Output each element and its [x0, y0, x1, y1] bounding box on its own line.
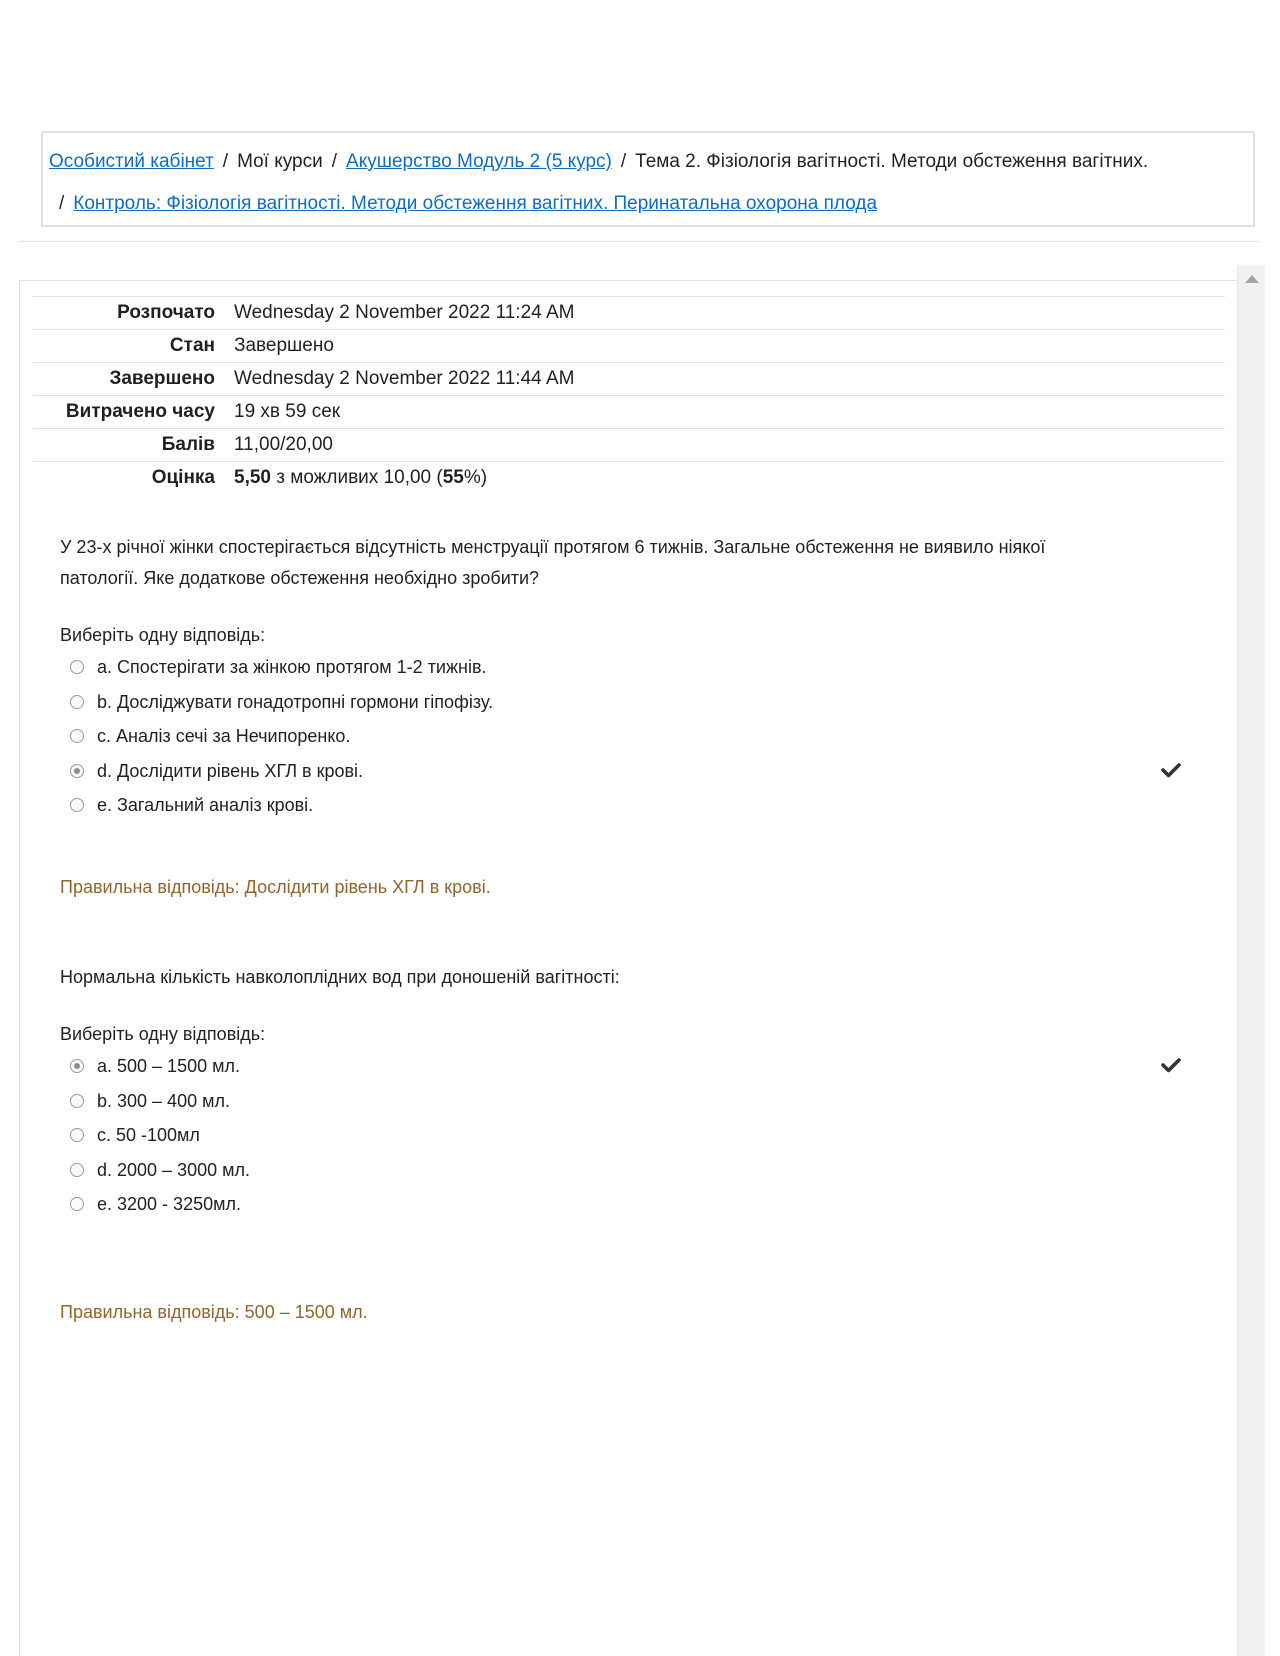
breadcrumb-link-dashboard[interactable]: Особистий кабінет	[49, 151, 214, 172]
answer-list	[60, 1049, 1190, 1222]
question-2	[60, 962, 1190, 1322]
summary-value: 11,00/20,00	[234, 434, 333, 455]
summary-label: Завершено	[109, 368, 215, 389]
breadcrumb-link-course[interactable]: Акушерство Модуль 2 (5 курс)	[346, 151, 612, 172]
answer-label: a. 500 – 1500 мл.	[97, 1056, 240, 1076]
summary-value: Завершено	[234, 335, 334, 356]
answer-option-c[interactable]	[60, 1118, 1190, 1153]
radio-button[interactable]	[70, 1128, 84, 1142]
radio-button[interactable]	[70, 660, 84, 674]
right-answer-feedback: Правильна відповідь: 500 – 1500 мл.	[60, 1302, 368, 1322]
radio-button[interactable]	[70, 1163, 84, 1177]
answer-prompt: Виберіть одну відповідь:	[60, 625, 266, 645]
answer-label: b. Досліджувати гонадотропні гормони гіпофізу.	[97, 691, 494, 712]
breadcrumb	[41, 131, 1255, 227]
radio-button[interactable]	[70, 1197, 84, 1211]
breadcrumb-link-quiz[interactable]: Контроль: Фізіологія вагітності. Методи обстеження вагітних. Перинатальна охорона плода	[73, 193, 878, 214]
answer-label: a. Спостерігати за жінкою протягом 1-2 тижнів.	[97, 657, 487, 677]
answer-label: c. 50 -100мл	[97, 1125, 200, 1145]
vertical-scrollbar[interactable]	[1237, 265, 1265, 1656]
grade-percent: 55	[442, 467, 464, 489]
answer-option-a[interactable]	[60, 650, 1190, 685]
summary-value: Wednesday 2 November 2022 11:44 AM	[234, 368, 575, 389]
question-text	[60, 962, 1190, 993]
answer-label: b. 300 – 400 мл.	[97, 1090, 230, 1111]
breadcrumb-separator: /	[620, 151, 627, 172]
summary-label: Розпочато	[117, 302, 215, 323]
answer-label: c. Аналіз сечі за Нечипоренко.	[97, 726, 351, 746]
answer-option-b[interactable]	[60, 685, 1190, 720]
answer-list	[60, 650, 1190, 823]
radio-button[interactable]	[70, 695, 84, 709]
radio-button-selected[interactable]	[70, 1059, 84, 1073]
grade-value: 5,50	[234, 467, 271, 489]
breadcrumb-topic: Тема 2. Фізіологія вагітності. Методи обстеження вагітних.	[635, 151, 1149, 172]
summary-row-marks	[33, 429, 1225, 462]
summary-row-completed	[33, 363, 1225, 396]
radio-button-selected[interactable]	[70, 764, 84, 778]
grade-middle: з можливих 10,00 (	[270, 467, 443, 489]
question-1	[60, 532, 1190, 897]
divider	[19, 241, 1259, 242]
answer-option-b[interactable]	[60, 1084, 1190, 1119]
correct-check-icon	[1160, 754, 1182, 788]
answer-option-c[interactable]	[60, 719, 1190, 754]
radio-button[interactable]	[70, 798, 84, 812]
answer-label: e. 3200 - 3250мл.	[97, 1194, 241, 1214]
answer-label: e. Загальний аналіз крові.	[97, 795, 314, 815]
scroll-up-arrow-icon[interactable]	[1245, 275, 1259, 283]
summary-row-started	[33, 297, 1225, 330]
summary-label: Стан	[169, 335, 215, 356]
summary-value: 19 хв 59 сек	[234, 401, 341, 422]
question-text-line: Нормальна кількість навколоплідних вод при доношеній вагітності:	[60, 967, 620, 987]
question-text-line: У 23-х річної жінки спостерігається відсутність менструації протягом 6 тижнів. Загальне обстеження не виявило ніякої	[60, 537, 1046, 557]
radio-button[interactable]	[70, 1094, 84, 1108]
summary-row-state	[33, 330, 1225, 363]
answer-option-a[interactable]	[60, 1049, 1190, 1084]
answer-option-e[interactable]	[60, 788, 1190, 823]
breadcrumb-separator: /	[222, 151, 229, 172]
grade-end: %)	[463, 467, 488, 489]
summary-value	[224, 462, 1225, 495]
summary-label: Витрачено часу	[65, 401, 215, 422]
radio-button[interactable]	[70, 729, 84, 743]
summary-row-time	[33, 396, 1225, 429]
answer-label: d. 2000 – 3000 мл.	[97, 1159, 250, 1180]
answer-label: d. Дослідити рівень ХГЛ в крові.	[97, 760, 364, 781]
summary-label: Оцінка	[151, 467, 215, 489]
summary-label: Балів	[161, 434, 215, 455]
answer-option-e[interactable]	[60, 1187, 1190, 1222]
question-text	[60, 532, 1190, 594]
right-answer-feedback: Правильна відповідь: Дослідити рівень ХГЛ в крові.	[60, 877, 491, 897]
answer-prompt: Виберіть одну відповідь:	[60, 1024, 266, 1044]
question-text-line: патології. Яке додаткове обстеження необхідно зробити?	[60, 568, 540, 588]
answer-option-d[interactable]	[60, 754, 1190, 789]
correct-check-icon	[1160, 1049, 1182, 1083]
summary-row-grade	[33, 462, 1225, 495]
summary-value: Wednesday 2 November 2022 11:24 AM	[234, 302, 575, 323]
breadcrumb-separator: /	[59, 193, 65, 214]
breadcrumb-separator: /	[331, 151, 338, 172]
attempt-summary-table	[33, 296, 1225, 495]
breadcrumb-my-courses: Мої курси	[237, 151, 323, 172]
answer-option-d[interactable]	[60, 1153, 1190, 1188]
